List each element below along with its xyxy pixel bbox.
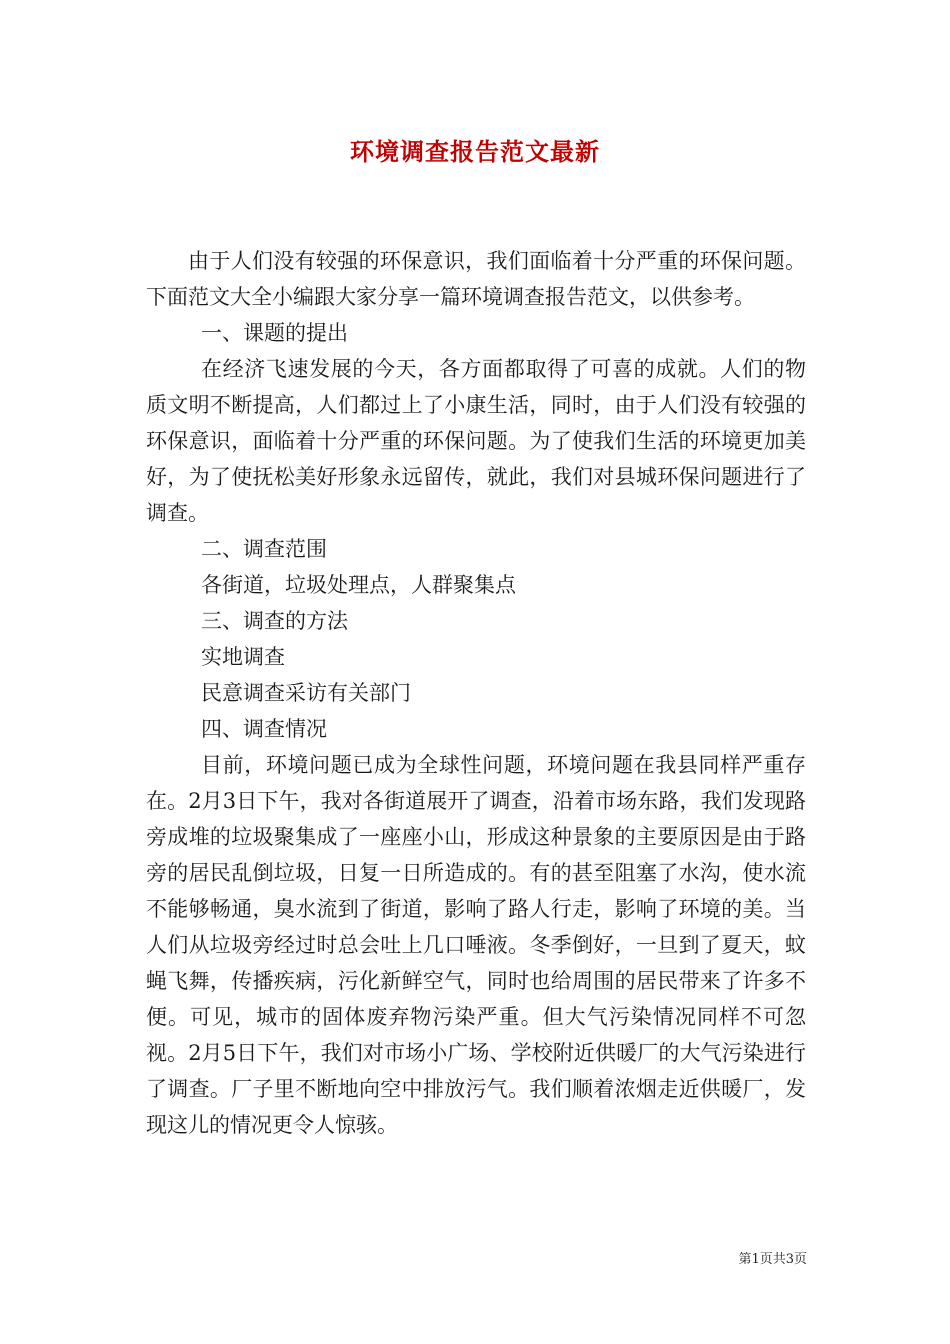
method-item-1: 实地调查 — [201, 645, 285, 669]
section-4-paragraph: 目前，环境问题已成为全球性问题，环境问题在我县同样严重存在。2月3日下午，我对各街道展开了调查，沿着市场东路，我们发现路旁成堆的垃圾聚集成了一座座小山，形成这种景象的主要原因是由于路旁的居民乱倒垃圾，日复一日所造成的。有的甚至阻塞了水沟，使水流不能够畅通，臭水流到了街道，影响了路人行走，影响了环境的美。当人们从垃圾旁经过时总会吐上几口唾液。冬季倒好，一旦到了夏天，蚊蝇飞舞，传播疾病，污化新鲜空气，同时也给周围的居民带来了许多不便。可见，城市的固体废弃物污染严重。但大气污染情况同样不可忽视。2月5日下午，我们对市场小广场、学校附近供暖厂的大气污染进行了调查。厂子里不断地向空中排放污气。我们顺着浓烟走近供暖厂，发现这儿的情况更令人惊骇。 — [146, 753, 806, 1137]
intro-paragraph: 由于人们没有较强的环保意识，我们面临着十分严重的环保问题。下面范文大全小编跟大家分享一篇环境调查报告范文，以供参考。 — [146, 249, 806, 309]
section-heading-2: 二、调查范围 — [201, 537, 327, 561]
document-body — [146, 243, 806, 1143]
page-number: 第1页共3页 — [738, 1252, 807, 1267]
method-item-2: 民意调查采访有关部门 — [201, 681, 411, 705]
section-1-paragraph: 在经济飞速发展的今天，各方面都取得了可喜的成就。人们的物质文明不断提高，人们都过上了小康生活，同时，由于人们没有较强的环保意识，面临着十分严重的环保问题。为了使我们生活的环境更加美好，为了使抚松美好形象永远留传，就此，我们对县城环保问题进行了调查。 — [146, 357, 806, 525]
section-heading-4: 四、调查情况 — [201, 717, 327, 741]
section-2-content: 各街道，垃圾处理点，人群聚集点 — [201, 573, 516, 597]
section-heading-3: 三、调查的方法 — [201, 609, 348, 633]
section-heading-1: 一、课题的提出 — [201, 321, 348, 345]
page-title: 环境调查报告范文最新 — [350, 137, 600, 166]
